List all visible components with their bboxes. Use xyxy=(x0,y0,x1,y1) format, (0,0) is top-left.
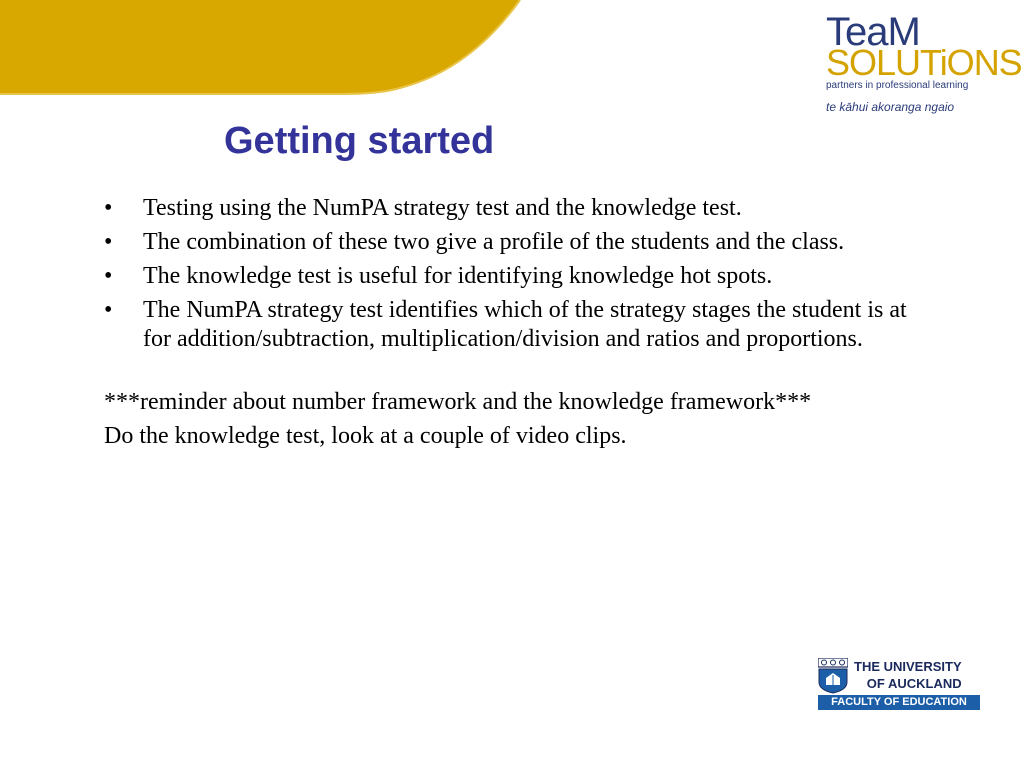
team-logo-word-team: TeaM xyxy=(826,10,920,54)
bullet-text: The NumPA strategy test identifies which of the strategy stages the student is at for addition/subtraction, multiplication/division and ratios and proportions. xyxy=(143,297,907,352)
bullet-mark: • xyxy=(104,297,113,323)
university-crest-icon xyxy=(818,658,848,694)
team-logo-maori-tagline: te kāhui akoranga ngaio xyxy=(826,100,955,114)
bullet-text: The knowledge test is useful for identifying knowledge hot spots. xyxy=(143,263,773,289)
faculty-of-education-bar: FACULTY OF EDUCATION xyxy=(818,695,980,710)
slide-body xyxy=(104,194,924,451)
team-solutions-logo xyxy=(826,10,1022,118)
reminder-paragraph: ***reminder about number framework and the knowledge framework*** xyxy=(104,389,812,415)
university-name-line2: OF AUCKLAND xyxy=(866,676,962,691)
bullet-mark: • xyxy=(104,263,113,289)
bullet-item xyxy=(104,194,924,223)
bullet-item xyxy=(104,262,924,291)
gold-corner-shape xyxy=(0,0,540,95)
team-logo-tagline: partners in professional learning xyxy=(826,80,969,91)
university-name xyxy=(854,658,962,692)
bullet-text: The combination of these two give a profile of the students and the class. xyxy=(143,229,845,255)
gold-corner-fill xyxy=(0,0,520,94)
bullet-mark: • xyxy=(104,229,113,255)
slide-title: Getting started xyxy=(224,120,495,162)
bullet-item xyxy=(104,296,924,354)
university-of-auckland-logo xyxy=(818,658,982,710)
bullet-text: Testing using the NumPA strategy test and the knowledge test. xyxy=(143,195,742,221)
instruction-paragraph: Do the knowledge test, look at a couple of video clips. xyxy=(104,423,627,449)
bullet-list xyxy=(104,194,924,354)
team-logo-word-solutions: SOLUTiONS xyxy=(826,42,1022,83)
bullet-item xyxy=(104,228,924,257)
university-name-line1: THE UNIVERSITY xyxy=(854,659,962,674)
bullet-mark: • xyxy=(104,195,113,221)
